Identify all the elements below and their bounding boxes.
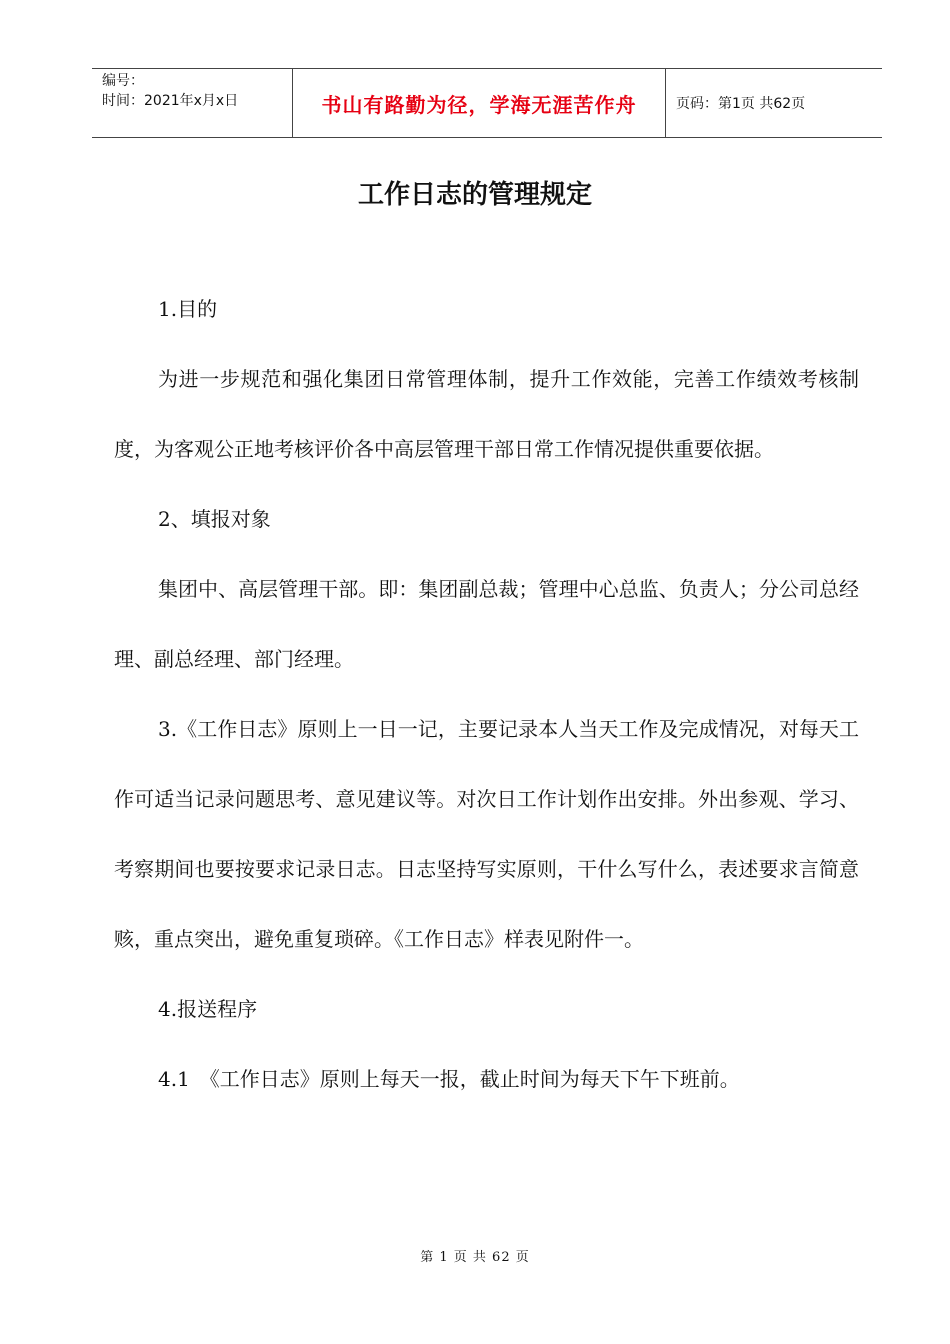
paragraph-procedure-4-1: 4.1 《工作日志》原则上每天一报，截止时间为每天下午下班前。 — [158, 1067, 740, 1091]
header-page-info: 页码：第1页 共62页 — [676, 96, 806, 112]
section-heading-target: 2、填报对象 — [158, 507, 271, 531]
page-header — [92, 68, 882, 138]
header-motto: 书山有路勤为径，学海无涯苦作舟 — [293, 69, 666, 137]
paragraph-purpose: 为进一步规范和强化集团日常管理体制，提升工作效能，完善工作绩效考核制度，为客观公正地考核评价各中高层管理干部日常工作情况提供重要依据。 — [114, 367, 859, 461]
section-heading-procedure: 4.报送程序 — [158, 997, 258, 1021]
document-title: 工作日志的管理规定 — [357, 180, 592, 210]
document-time-label: 时间：2021年x月x日 — [102, 93, 239, 109]
header-meta — [92, 69, 293, 137]
section-heading-purpose: 1.目的 — [158, 297, 218, 321]
page-footer: 第 1 页 共 62 页 — [420, 1250, 530, 1265]
paragraph-log-rules: 3.《工作日志》原则上一日一记，主要记录本人当天工作及完成情况，对每天工作可适当记录问题思考、意见建议等。对次日工作计划作出安排。外出参观、学习、考察期间也要按要求记录日志。日志坚持写实原则，干什么写什么，表述要求言简意赅，重点突出，避免重复琐碎。《工作日志》样表见附件一。 — [114, 717, 859, 951]
document-number-label: 编号： — [102, 73, 144, 89]
paragraph-target: 集团中、高层管理干部。即：集团副总裁；管理中心总监、负责人；分公司总经理、副总经理、部门经理。 — [114, 577, 859, 671]
document-body — [114, 274, 859, 1114]
